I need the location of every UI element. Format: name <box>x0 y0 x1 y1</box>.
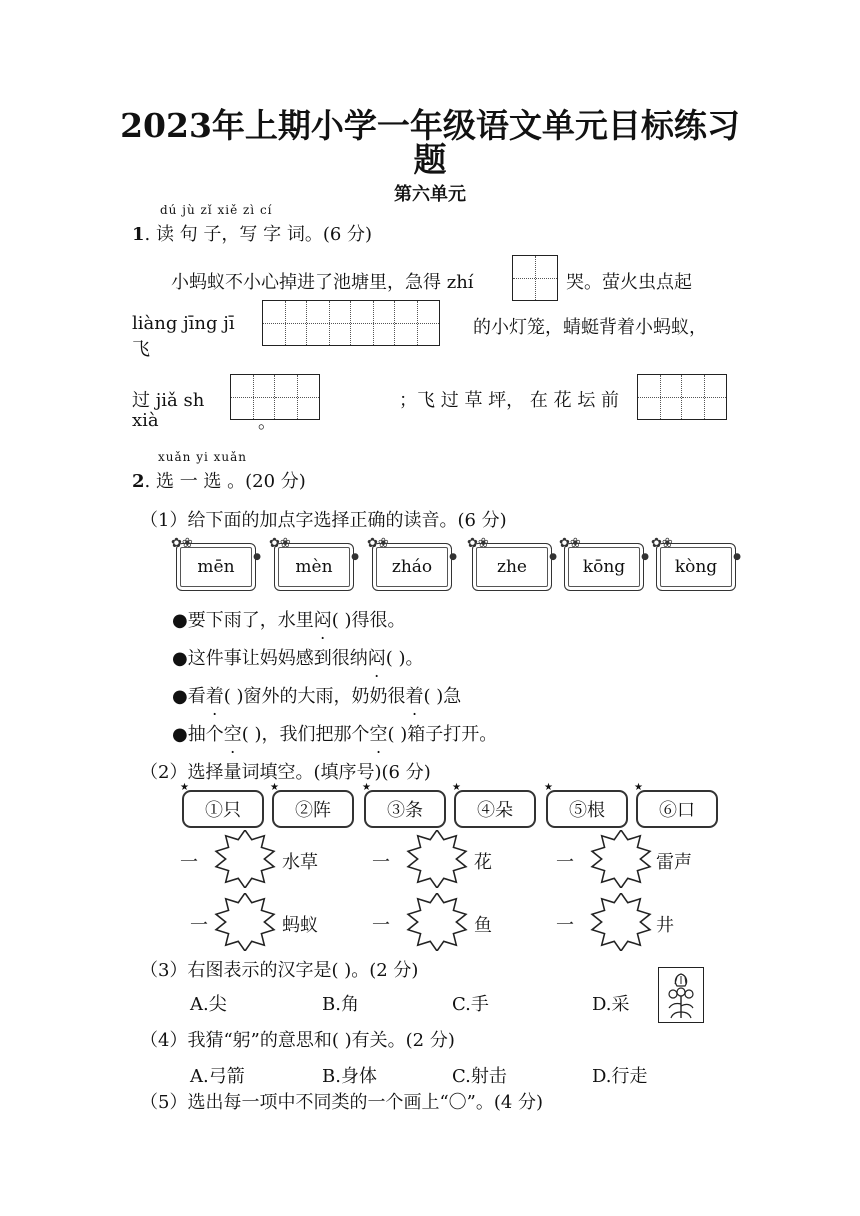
q1-line2-tail: 飞 <box>132 339 150 360</box>
answer-star-blank[interactable] <box>590 893 652 955</box>
numeral-yi: 一 <box>372 852 390 873</box>
numeral-yi: 一 <box>556 915 574 936</box>
measure-word-label: ⑥口 <box>659 800 695 821</box>
measure-word-label: ⑤根 <box>569 800 605 821</box>
q2-part1-label: （1）给下面的加点字选择正确的读音。(6 分) <box>140 510 507 531</box>
pinyin-option-label: mèn <box>295 557 333 577</box>
numeral-yi: 一 <box>190 915 208 936</box>
q1-heading <box>132 220 372 246</box>
q1-line1-text: 小蚂蚁不小心掉进了池塘里，急得 zhí <box>171 272 474 293</box>
q2-p1-sentence-1 <box>172 606 406 632</box>
q2-pinyin: xuǎn yi xuǎn <box>158 450 248 464</box>
sentence-text: 要下雨了，水里 <box>187 610 314 631</box>
flower-icon: ✿❀ <box>651 536 673 551</box>
answer-blank[interactable]: ( )急 <box>423 686 462 707</box>
measure-word-label: ②阵 <box>295 800 331 821</box>
star-icon: ★ <box>452 782 461 793</box>
answer-star-blank[interactable] <box>406 893 468 955</box>
answer-star-blank[interactable] <box>214 830 276 892</box>
pinyin-option-card[interactable] <box>559 536 649 591</box>
dotted-char: 闷 <box>313 610 332 631</box>
star-icon: ★ <box>634 782 643 793</box>
choice-option[interactable]: C.射击 <box>452 1066 507 1087</box>
flower-icon: ✿❀ <box>367 536 389 551</box>
pinyin-option-card[interactable] <box>367 536 457 591</box>
answer-blank[interactable]: ( )。 <box>385 648 424 669</box>
hand-picking-fruit-picture <box>658 967 704 1023</box>
choice-option[interactable]: A.尖 <box>190 994 227 1015</box>
unit-subtitle: 第六单元 <box>394 184 466 205</box>
measure-word-card[interactable] <box>634 782 718 828</box>
bud-icon: ● <box>253 552 261 562</box>
choice-option[interactable]: A.弓箭 <box>190 1066 245 1087</box>
noun-word: 雷声 <box>656 852 692 873</box>
star-icon: ★ <box>362 782 371 793</box>
star-icon: ★ <box>180 782 189 793</box>
q2-p1-sentence-4 <box>172 720 497 746</box>
dotted-char: 空 <box>223 724 242 745</box>
q1-line2-text: 的小灯笼，蜻蜓背着小蚂蚁， <box>473 317 707 338</box>
measure-word-label: ①只 <box>205 800 241 821</box>
pinyin-option-card[interactable] <box>269 536 359 591</box>
flower-icon: ✿❀ <box>467 536 489 551</box>
star-icon: ★ <box>270 782 279 793</box>
answer-star-blank[interactable] <box>214 893 276 955</box>
bullet: ● <box>172 648 188 669</box>
pinyin-option-label: zháo <box>391 557 433 577</box>
bud-icon: ● <box>733 552 741 562</box>
pinyin-option-label: kòng <box>674 557 718 577</box>
answer-star-blank[interactable] <box>406 830 468 892</box>
measure-word-label: ④朵 <box>477 800 513 821</box>
q1-line3-text-b: ；飞 过 草 坪， 在 花 坛 前 <box>399 390 620 411</box>
q1-line3-text: 过 jiǎ sh <box>132 390 205 411</box>
bud-icon: ● <box>641 552 649 562</box>
q1-line3-period: 。 <box>258 412 276 433</box>
measure-word-card[interactable] <box>180 782 264 828</box>
q2-part4-label: （4）我猜“躬”的意思和( )有关。(2 分) <box>140 1030 455 1051</box>
dotted-char: 空 <box>369 724 388 745</box>
answer-star-blank[interactable] <box>590 830 652 892</box>
choice-option[interactable]: D.采 <box>592 994 630 1015</box>
pinyin-option-label: kōng <box>582 557 626 577</box>
q1-line1-text-b: 哭。萤火虫点起 <box>566 272 692 293</box>
write-box-zhi[interactable] <box>512 255 558 301</box>
flower-icon: ✿❀ <box>171 536 193 551</box>
pinyin-option-card[interactable] <box>651 536 741 591</box>
q2-heading-text: . 选 一 选 。(20 分) <box>144 471 306 492</box>
bullet: ● <box>172 610 188 631</box>
answer-blank[interactable]: ( )，我们把那个 <box>241 724 370 745</box>
measure-word-card[interactable] <box>544 782 628 828</box>
measure-word-label: ③条 <box>387 800 423 821</box>
q1-line3-pinyin-xia: xià <box>132 410 159 431</box>
write-box-liangjingjing[interactable] <box>262 300 440 346</box>
q1-line2-pinyin: liàng jīng jī <box>132 313 235 334</box>
star-icon: ★ <box>544 782 553 793</box>
sentence-text: 抽个 <box>187 724 224 745</box>
q2-part5-label: （5）选出每一项中不同类的一个画上“〇”。(4 分) <box>140 1092 544 1113</box>
q2-p1-sentence-3 <box>172 682 461 708</box>
answer-blank[interactable]: ( )箱子打开。 <box>387 724 498 745</box>
noun-word: 井 <box>656 915 674 936</box>
noun-word: 花 <box>474 852 492 873</box>
q1-pinyin: dú jù zǐ xiě zì cí <box>160 203 273 217</box>
measure-word-card[interactable] <box>452 782 536 828</box>
choice-option[interactable]: D.行走 <box>592 1066 648 1087</box>
pinyin-option-label: mēn <box>197 557 235 577</box>
measure-word-card[interactable] <box>362 782 446 828</box>
answer-blank[interactable]: ( )得很。 <box>331 610 406 631</box>
pinyin-option-card[interactable] <box>467 536 557 591</box>
q1-heading-text: . 读 句 子，写 字 词。(6 分) <box>144 224 373 245</box>
numeral-yi: 一 <box>556 852 574 873</box>
measure-word-card[interactable] <box>270 782 354 828</box>
q2-heading <box>132 467 306 493</box>
noun-word: 鱼 <box>474 915 492 936</box>
dotted-char: 着 <box>205 686 224 707</box>
q2-part2-label: （2）选择量词填空。(填序号)(6 分) <box>140 762 431 783</box>
sentence-text: 这件事让妈妈感到很纳 <box>187 648 368 669</box>
page-title-continued: 题 <box>413 140 447 179</box>
choice-option[interactable]: B.身体 <box>322 1066 377 1087</box>
bud-icon: ● <box>549 552 557 562</box>
dotted-char: 着 <box>405 686 424 707</box>
noun-word: 蚂蚁 <box>282 915 318 936</box>
choice-option[interactable]: B.角 <box>322 994 359 1015</box>
answer-blank[interactable]: ( )窗外的大雨，奶奶很 <box>223 686 406 707</box>
dotted-char: 闷 <box>367 648 386 669</box>
pinyin-option-label: zhe <box>497 557 527 577</box>
page-title: 2023年上期小学一年级语文单元目标练习 <box>120 106 740 145</box>
flower-icon: ✿❀ <box>559 536 581 551</box>
bullet: ● <box>172 724 188 745</box>
q2-part3-label: （3）右图表示的汉字是( )。(2 分) <box>140 960 419 981</box>
q2-p1-sentence-2 <box>172 644 424 670</box>
numeral-yi: 一 <box>372 915 390 936</box>
noun-word: 水草 <box>282 852 318 873</box>
write-box-xia[interactable] <box>637 374 727 420</box>
sentence-text: 看 <box>187 686 206 707</box>
bud-icon: ● <box>351 552 359 562</box>
pinyin-option-card[interactable] <box>171 536 261 591</box>
q1-number: 1 <box>132 224 145 245</box>
q2-number: 2 <box>132 471 145 492</box>
bud-icon: ● <box>449 552 457 562</box>
flower-icon: ✿❀ <box>269 536 291 551</box>
bullet: ● <box>172 686 188 707</box>
choice-option[interactable]: C.手 <box>452 994 489 1015</box>
numeral-yi: 一 <box>180 852 198 873</box>
